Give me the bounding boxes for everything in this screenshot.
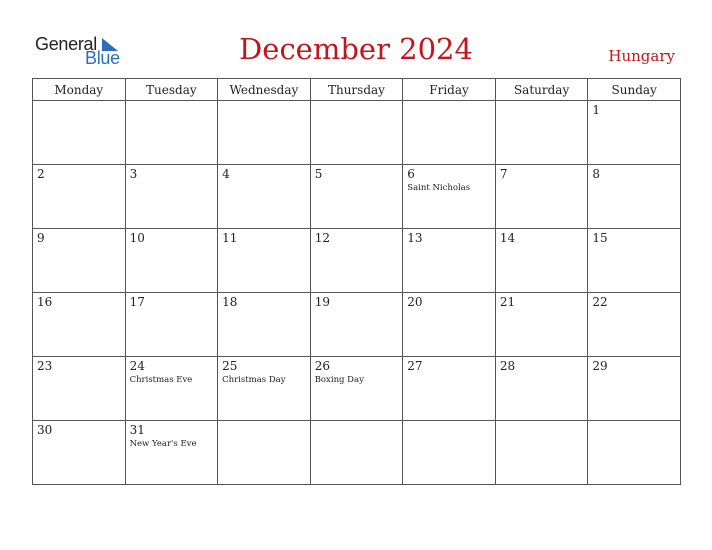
day-cell: [310, 293, 403, 357]
holiday-label: Christmas Eve: [129, 375, 193, 385]
day-number: 7: [499, 167, 508, 181]
day-number: 18: [222, 295, 238, 309]
day-number: 2: [37, 167, 45, 181]
day-number: 6: [407, 167, 415, 181]
day-cell: [33, 357, 126, 421]
day-cell: [403, 357, 496, 421]
day-number: 10: [129, 231, 145, 245]
page-title: December 2024: [239, 32, 473, 66]
day-cell: [33, 101, 126, 165]
day-cell: [125, 165, 218, 229]
holiday-label: Boxing Day: [314, 375, 364, 385]
calendar-grid: [32, 78, 681, 485]
day-number: 27: [407, 359, 423, 373]
day-number: 19: [314, 295, 330, 309]
day-cell: [588, 357, 681, 421]
day-number: 8: [592, 167, 601, 181]
day-number: 22: [592, 295, 608, 309]
logo-text-general: General: [35, 34, 97, 54]
day-cell: [588, 101, 681, 165]
day-cell: [310, 357, 403, 421]
day-cell: [495, 293, 588, 357]
day-cell: [218, 229, 311, 293]
day-number: 9: [37, 231, 45, 245]
day-cell: [218, 165, 311, 229]
day-cell: [125, 293, 218, 357]
day-number: 13: [407, 231, 423, 245]
weekday-header: Sunday: [588, 79, 681, 101]
day-cell: [588, 229, 681, 293]
weekday-header: Monday: [33, 79, 126, 101]
day-cell: [403, 101, 496, 165]
day-number: 21: [499, 295, 516, 309]
day-cell: [588, 165, 681, 229]
weekday-header: Friday: [403, 79, 496, 101]
day-cell: [495, 165, 588, 229]
day-cell: [33, 229, 126, 293]
day-number: 11: [222, 231, 238, 245]
day-cell: [403, 229, 496, 293]
day-cell: [495, 229, 588, 293]
day-cell: [218, 293, 311, 357]
holiday-label: Christmas Day: [222, 375, 286, 385]
weekday-header: Wednesday: [218, 79, 311, 101]
weekday-header-row: [33, 79, 681, 101]
day-number: 12: [314, 231, 330, 245]
day-cell: [125, 357, 218, 421]
day-number: 17: [129, 295, 145, 309]
day-number: 20: [407, 295, 423, 309]
day-cell: [495, 357, 588, 421]
day-cell: [495, 421, 588, 485]
week-row: [33, 165, 681, 229]
day-cell: [588, 421, 681, 485]
day-number: 5: [314, 167, 323, 181]
day-cell: [33, 421, 126, 485]
day-number: 3: [129, 167, 138, 181]
day-cell: [588, 293, 681, 357]
day-cell: [403, 165, 496, 229]
day-cell: [218, 421, 311, 485]
holiday-label: Saint Nicholas: [407, 183, 471, 193]
day-cell: [310, 165, 403, 229]
country-label: Hungary: [608, 47, 675, 65]
day-cell: [218, 101, 311, 165]
day-cell: [33, 293, 126, 357]
weekday-header: Tuesday: [125, 79, 218, 101]
week-row: [33, 229, 681, 293]
day-number: 24: [129, 359, 145, 373]
day-cell: [403, 293, 496, 357]
day-number: 15: [592, 231, 608, 245]
week-row: [33, 101, 681, 165]
day-number: 28: [499, 359, 516, 373]
holiday-label: New Year's Eve: [129, 439, 197, 449]
day-cell: [125, 101, 218, 165]
weekday-header: Saturday: [495, 79, 588, 101]
day-cell: [125, 421, 218, 485]
day-number: 25: [222, 359, 238, 373]
day-cell: [310, 101, 403, 165]
day-cell: [310, 421, 403, 485]
day-number: 4: [222, 167, 230, 181]
day-number: 1: [592, 103, 601, 117]
day-number: 16: [37, 295, 53, 309]
day-cell: [403, 421, 496, 485]
day-cell: [218, 357, 311, 421]
day-number: 31: [129, 423, 145, 437]
weekday-header: Thursday: [310, 79, 403, 101]
day-number: 23: [37, 359, 53, 373]
day-cell: [125, 229, 218, 293]
day-cell: [33, 165, 126, 229]
week-row: [33, 293, 681, 357]
day-number: 26: [314, 359, 330, 373]
week-row: [33, 421, 681, 485]
day-number: 14: [499, 231, 516, 245]
logo-text-blue: Blue: [85, 48, 120, 68]
day-number: 30: [37, 423, 53, 437]
day-cell: [310, 229, 403, 293]
week-row: [33, 357, 681, 421]
day-number: 29: [592, 359, 608, 373]
day-cell: [495, 101, 588, 165]
